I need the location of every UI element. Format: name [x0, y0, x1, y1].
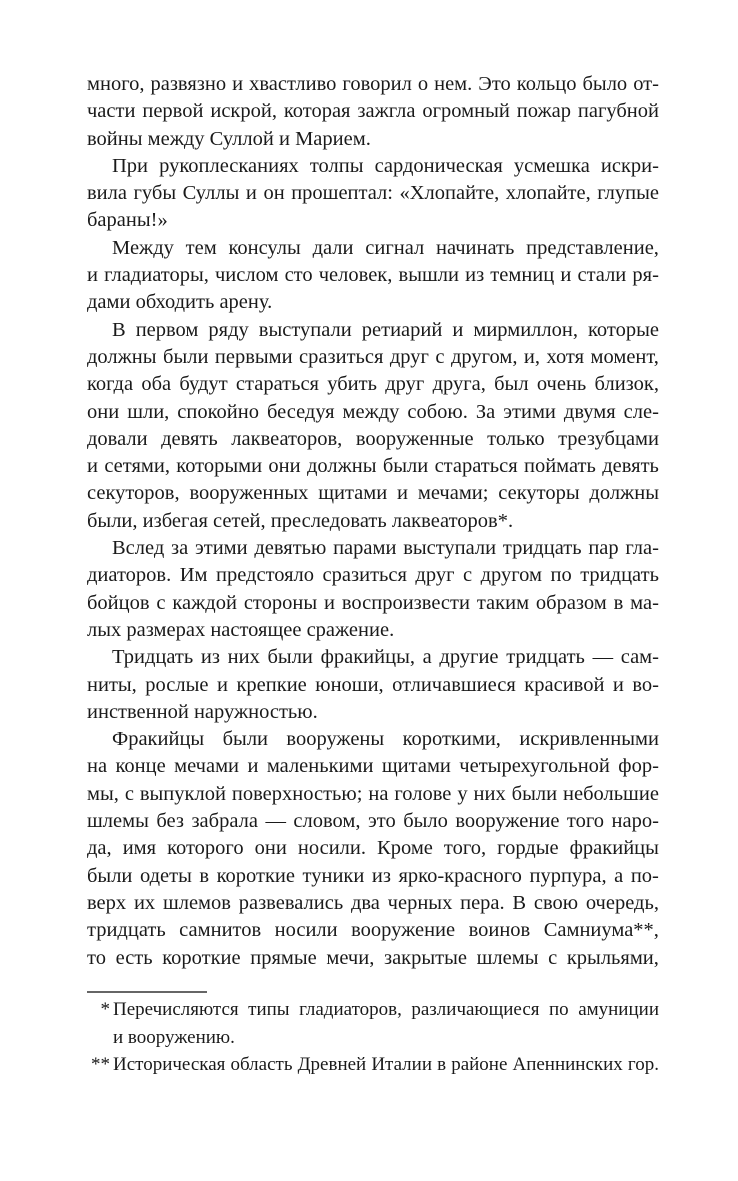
text-line: бойцов с каждой стороны и воспроизвести таким образом в ма- [87, 591, 659, 614]
text-line: войны между Суллой и Марием. [87, 127, 371, 150]
paragraph [87, 153, 659, 235]
text-line: и сетями, которыми они должны были стараться поймать девять [87, 455, 659, 478]
footnote-marker: ** [91, 1054, 110, 1075]
body-text [87, 71, 659, 972]
text-line: дами обходить арену. [87, 291, 273, 314]
text-line: то есть короткие прямые мечи, закрытые шлемы с крыльями, [87, 946, 659, 969]
text-line: Перечисляются типы гладиаторов, различающиеся по амуниции [113, 999, 659, 1020]
paragraph [87, 71, 659, 153]
text-line: Тридцать из них были фракийцы, а другие тридцать — сам- [112, 646, 659, 669]
text-line: много, развязно и хвастливо говорил о нем. Это кольцо было от- [87, 73, 659, 95]
paragraph [87, 317, 659, 535]
text-line: довали девять лаквеаторов, вооруженные только трезубцами [87, 427, 659, 450]
text-line: Историческая область Древней Италии в районе Апеннинских гор. [113, 1054, 659, 1075]
text-line: лых размерах настоящее сражение. [87, 618, 395, 641]
text-line: ниты, рослые и крепкие юноши, отличавшиеся красивой и во- [87, 673, 659, 696]
paragraph [87, 535, 659, 644]
text-line: да, имя которого они носили. Кроме того, гордые фракийцы [87, 837, 659, 860]
text-line: Фракийцы были вооружены короткими, искривленными [112, 728, 659, 751]
text-line: на конце мечами и маленькими щитами четырехугольной фор- [87, 755, 659, 778]
text-line: шлемы без забрала — словом, это было вооружение того наро- [87, 810, 659, 833]
text-line: и гладиаторы, числом сто человек, вышли из темниц и стали ря- [87, 264, 659, 287]
footnote-marker: * [100, 999, 110, 1020]
text-line: мы, с выпуклой поверхностью; на голове у них были небольшие [87, 782, 659, 805]
text-line: Между тем консулы дали сигнал начинать представление, [112, 236, 659, 259]
footnote-section [87, 991, 659, 1079]
footnote [87, 1051, 659, 1079]
paragraph [87, 235, 659, 317]
text-line: части первой искрой, которая зажгла огромный пожар пагубной [87, 100, 659, 123]
text-line: верх их шлемов развевались два черных пера. В свою очередь, [87, 891, 659, 914]
text-line: они шли, спокойно беседуя между собою. За этими двумя сле- [87, 400, 659, 423]
text-line: были одеты в короткие туники из ярко-красного пурпура, а по- [87, 864, 659, 887]
paragraph [87, 644, 659, 726]
paragraph [87, 726, 659, 972]
text-line: В первом ряду выступали ретиарий и мирмиллон, которые [112, 318, 659, 341]
text-line: инственной наружностью. [87, 700, 318, 723]
footnote-text [113, 1051, 659, 1079]
text-line: секуторов, вооруженных щитами и мечами; секуторы должны [87, 482, 659, 505]
text-line: должны были первыми сразиться друг с другом, и, хотя момент, [87, 345, 659, 368]
text-line: когда оба будут стараться убить друг друга, был очень близок, [87, 373, 659, 396]
text-line: и вооружению. [113, 1026, 235, 1048]
footnote-separator [87, 991, 207, 993]
text-line: Вслед за этими девятью парами выступали тридцать пар гла- [112, 537, 659, 560]
footnote-text [113, 996, 659, 1051]
text-line: диаторов. Им предстояло сразиться друг с другом по тридцать [87, 564, 659, 587]
text-line: бараны!» [87, 209, 168, 232]
text-line: вила губы Суллы и он прошептал: «Хлопайте, хлопайте, глупые [87, 182, 659, 205]
footnote [87, 996, 659, 1051]
text-line: тридцать самнитов носили вооружение воинов Самниума**, [87, 919, 659, 942]
text-line: При рукоплесканиях толпы сардоническая усмешка искри- [112, 154, 659, 177]
text-line: были, избегая сетей, преследовать лаквеаторов*. [87, 509, 514, 532]
footnote-list [87, 996, 659, 1079]
